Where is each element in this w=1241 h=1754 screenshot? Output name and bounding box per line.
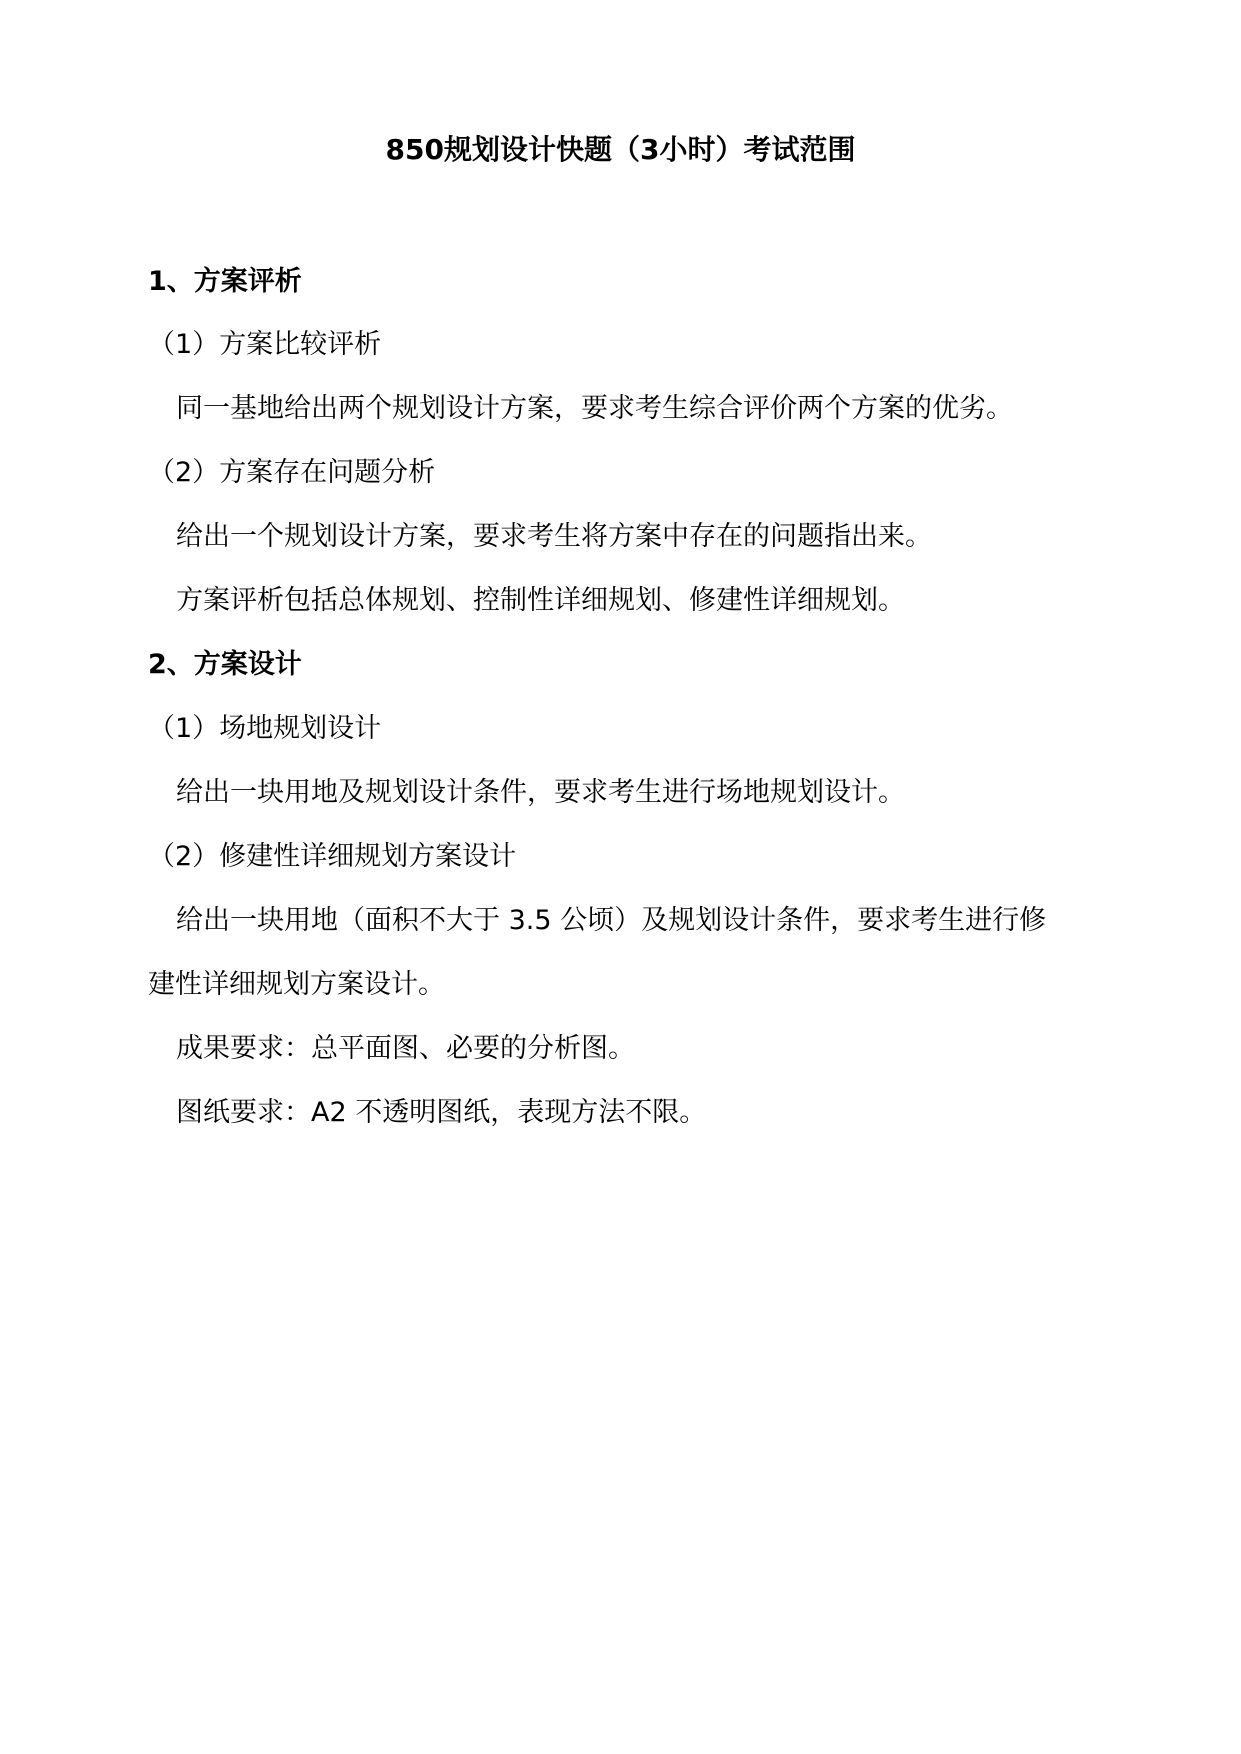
document-title: 850规划设计快题（3小时）考试范围	[385, 133, 856, 166]
section-1-heading: 1、方案评析	[148, 266, 302, 297]
section-2-sub-1-heading: （1）场地规划设计	[148, 713, 382, 744]
section-2-sub-1-text: 给出一块用地及规划设计条件，要求考生进行场地规划设计。	[176, 777, 905, 808]
section-2-sub-2-heading: （2）修建性详细规划方案设计	[148, 841, 517, 872]
section-2-heading: 2、方案设计	[148, 649, 302, 680]
section-1-sub-1-heading: （1）方案比较评析	[148, 329, 382, 360]
result-requirements: 成果要求：总平面图、必要的分析图。	[176, 1033, 635, 1064]
section-1-sub-1-text: 同一基地给出两个规划设计方案，要求考生综合评价两个方案的优劣。	[176, 393, 1013, 424]
section-2-sub-2-text-line-1: 给出一块用地（面积不大于 3.5 公顷）及规划设计条件，要求考生进行修	[176, 905, 1047, 936]
section-1-note: 方案评析包括总体规划、控制性详细规划、修建性详细规划。	[176, 585, 905, 616]
section-1-sub-2-text: 给出一个规划设计方案，要求考生将方案中存在的问题指出来。	[176, 521, 932, 552]
paper-requirements: 图纸要求：A2 不透明图纸，表现方法不限。	[176, 1097, 707, 1128]
section-2-sub-2-text-line-2: 建性详细规划方案设计。	[148, 969, 445, 1000]
section-1-sub-2-heading: （2）方案存在问题分析	[148, 457, 436, 488]
